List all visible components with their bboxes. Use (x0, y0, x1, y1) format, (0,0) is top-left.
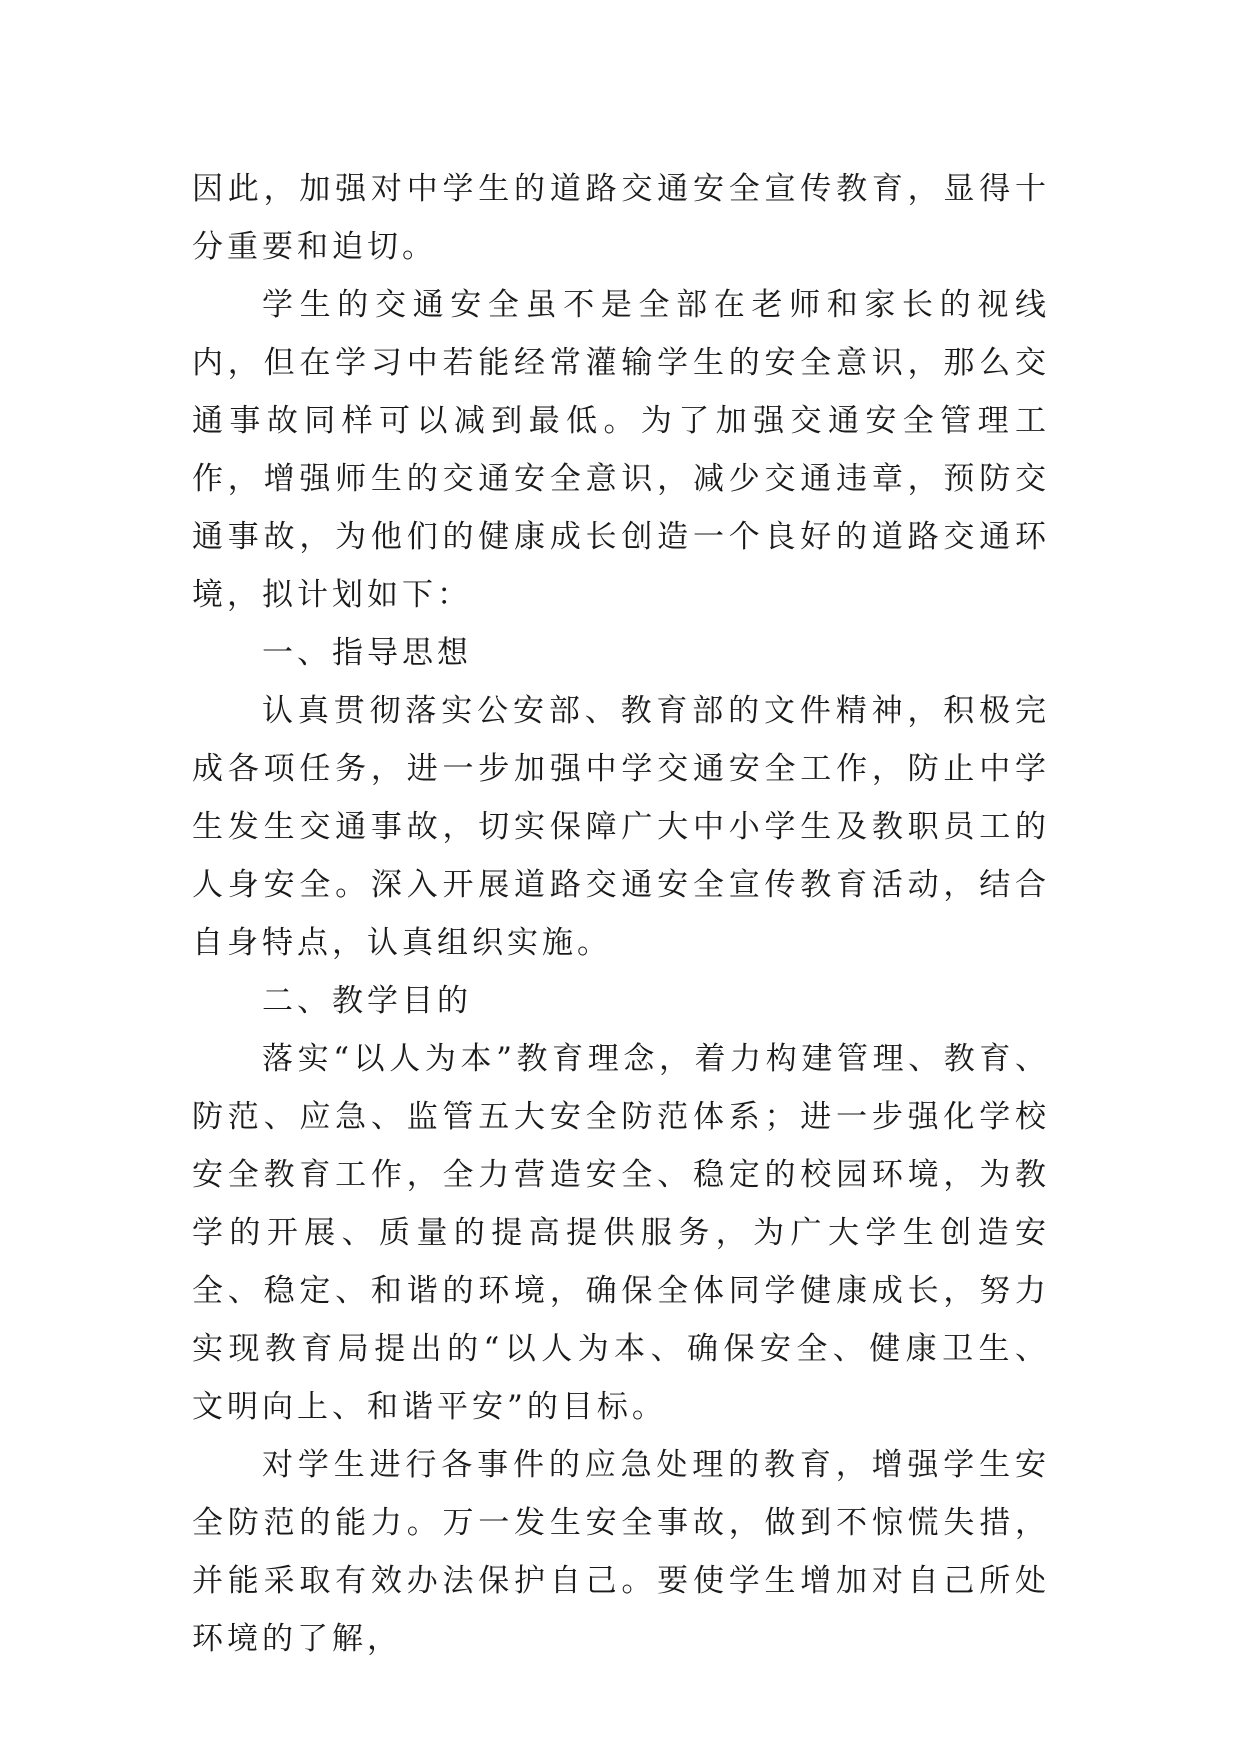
paragraph-teaching-goals: 落实“以人为本”教育理念，着力构建管理、教育、防范、应急、监管五大安全防范体系；进一步强化学校安全教育工作，全力营造安全、稳定的校园环境，为教学的开展、质量的提高提供服务，为广大学生创造安全、稳定、和谐的环境，确保全体同学健康成长，努力实现教育局提出的“以人为本、确保安全、健康卫生、文明向上、和谐平安”的目标。 (192, 1041, 1050, 1425)
paragraph-guiding-ideology: 认真贯彻落实公安部、教育部的文件精神，积极完成各项任务，进一步加强中学交通安全工作，防止中学生发生交通事故，切实保障广大中小学生及教职员工的人身安全。深入开展道路交通安全宣传教育活动，结合自身特点，认真组织实施。 (192, 693, 1050, 961)
paragraph-emergency-education: 对学生进行各事件的应急处理的教育，增强学生安全防范的能力。万一发生安全事故，做到不惊慌失措，并能采取有效办法保护自己。要使学生增加对自己所处环境的了解， (192, 1447, 1050, 1657)
section-heading-teaching-goals: 二、教学目的 (262, 983, 472, 1019)
document-body (192, 160, 1050, 1668)
section-heading-guiding-ideology: 一、指导思想 (262, 635, 472, 671)
paragraph-intro: 学生的交通安全虽不是全部在老师和家长的视线内，但在学习中若能经常灌输学生的安全意识，那么交通事故同样可以减到最低。为了加强交通安全管理工作，增强师生的交通安全意识，减少交通违章，预防交通事故，为他们的健康成长创造一个良好的道路交通环境，拟计划如下： (192, 287, 1050, 613)
paragraph-continuation: 因此，加强对中学生的道路交通安全宣传教育，显得十分重要和迫切。 (192, 171, 1050, 265)
